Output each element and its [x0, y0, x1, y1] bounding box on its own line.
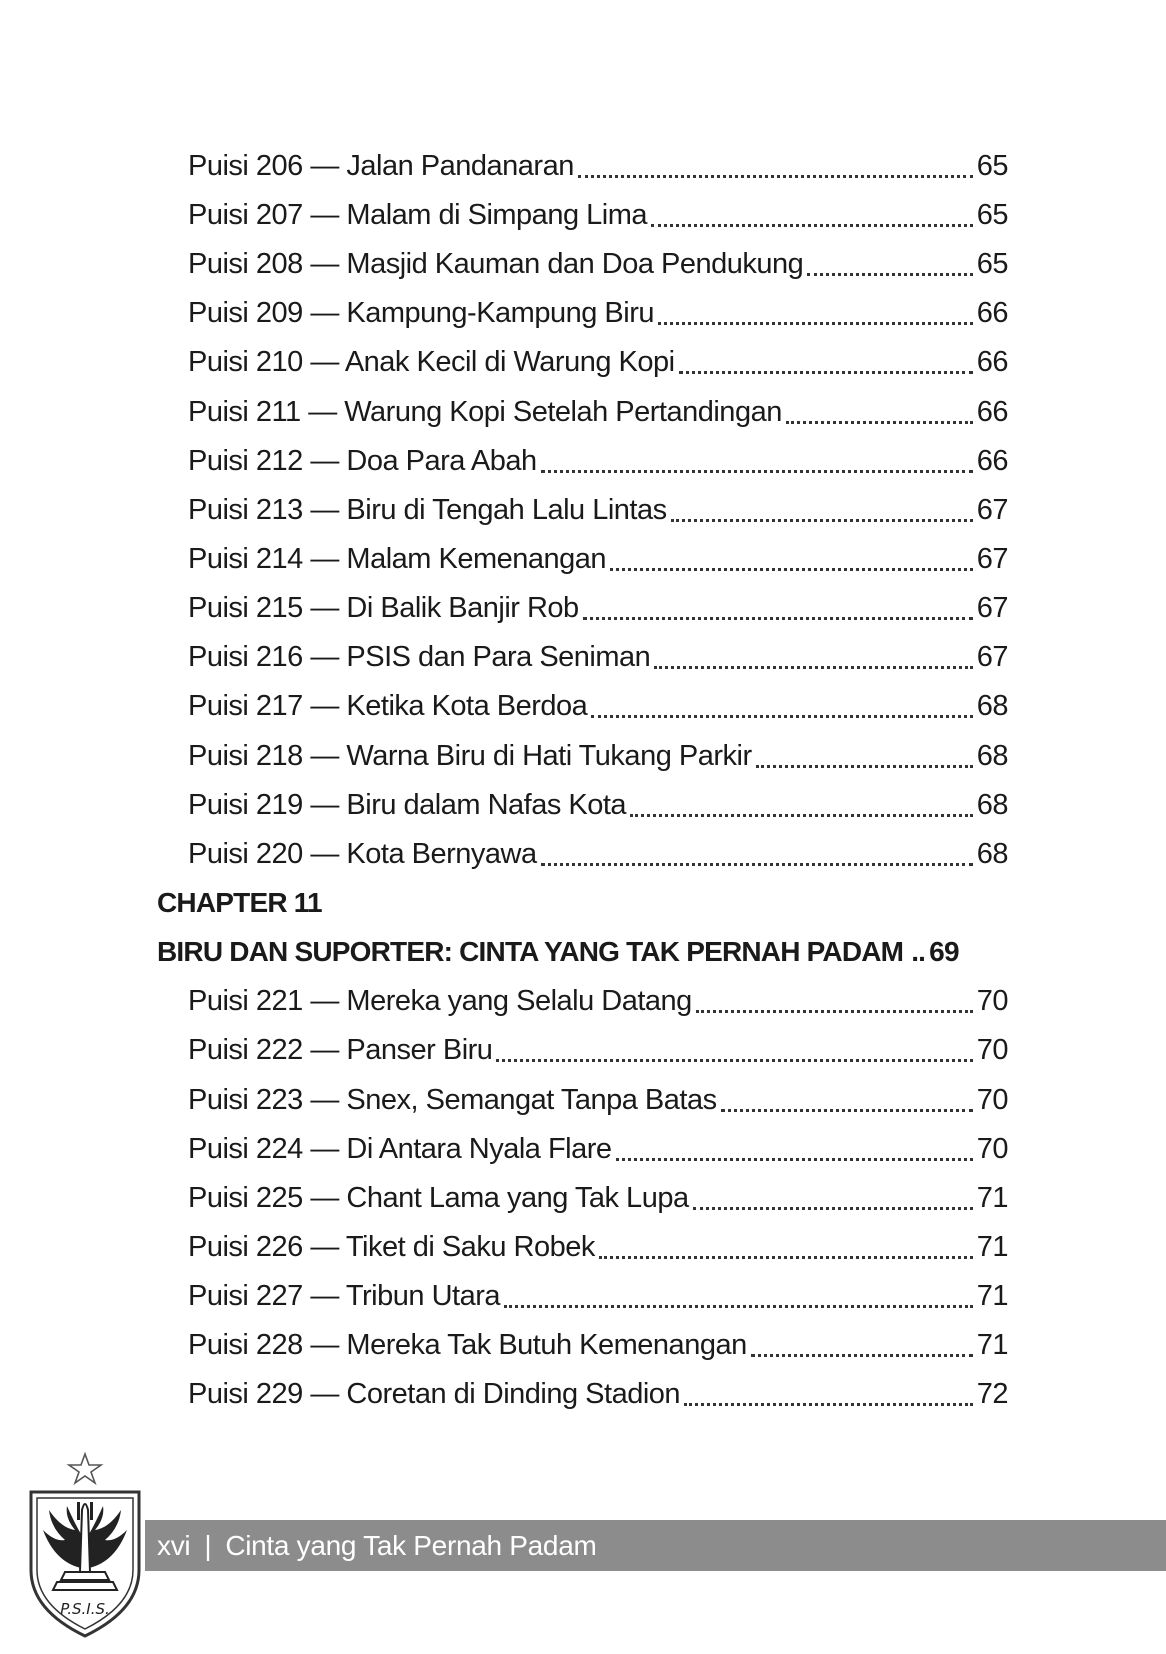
- toc-entry-title: Puisi 209 — Kampung-Kampung Biru: [188, 297, 654, 329]
- toc-entry[interactable]: [188, 441, 1008, 481]
- toc-entry-page: 68: [976, 690, 1008, 722]
- dot-leader: [684, 1403, 973, 1406]
- dot-leader: [541, 863, 973, 866]
- toc-entry[interactable]: [188, 392, 1008, 432]
- toc-entry-title: Puisi 225 — Chant Lama yang Tak Lupa: [188, 1182, 689, 1214]
- toc-entry[interactable]: [188, 834, 1008, 874]
- chapter-title-entry[interactable]: [157, 932, 1007, 972]
- footer-page-number: xvi: [157, 1530, 191, 1561]
- toc-entry-title: Puisi 222 — Panser Biru: [188, 1034, 493, 1066]
- toc-entry[interactable]: [188, 1374, 1008, 1414]
- footer-text: [157, 1520, 596, 1571]
- dot-leader: [751, 1354, 973, 1357]
- toc-entry-title: Puisi 223 — Snex, Semangat Tanpa Batas: [188, 1084, 717, 1116]
- dot-leader: [721, 1109, 973, 1112]
- toc-entry-title: Puisi 208 — Masjid Kauman dan Doa Pendukung: [188, 248, 804, 280]
- toc-entry-title: Puisi 207 — Malam di Simpang Lima: [188, 199, 647, 231]
- dot-leader: [693, 1207, 973, 1210]
- toc-entry[interactable]: [188, 490, 1008, 530]
- toc-entry-title: Puisi 229 — Coretan di Dinding Stadion: [188, 1378, 681, 1410]
- toc-entry-page: 67: [976, 543, 1008, 575]
- toc-entry[interactable]: [188, 1080, 1008, 1120]
- toc-entry[interactable]: [188, 1325, 1008, 1365]
- toc-entry-page: 72: [976, 1378, 1008, 1410]
- dot-leader: [591, 715, 972, 718]
- toc-entry-page: 71: [976, 1231, 1008, 1263]
- chapter-leader: ..: [911, 936, 926, 967]
- toc-entry-title: Puisi 220 — Kota Bernyawa: [188, 838, 537, 870]
- dot-leader: [578, 175, 973, 178]
- toc-entry[interactable]: [188, 1129, 1008, 1169]
- toc-entry-page: 67: [976, 494, 1008, 526]
- toc-entry-title: Puisi 213 — Biru di Tengah Lalu Lintas: [188, 494, 667, 526]
- toc-entry-title: Puisi 215 — Di Balik Banjir Rob: [188, 592, 579, 624]
- dot-leader: [679, 371, 973, 374]
- toc-entry-page: 65: [976, 199, 1008, 231]
- toc-entry-page: 65: [976, 248, 1008, 280]
- toc-entry-page: 71: [976, 1280, 1008, 1312]
- toc-entry[interactable]: [188, 736, 1008, 776]
- toc-entry-title: Puisi 217 — Ketika Kota Berdoa: [188, 690, 588, 722]
- toc-entry[interactable]: [188, 981, 1008, 1021]
- toc-entry[interactable]: [188, 244, 1008, 284]
- footer-book-title: Cinta yang Tak Pernah Padam: [225, 1530, 597, 1561]
- toc-entry-page: 67: [976, 592, 1008, 624]
- toc-entry-page: 70: [976, 985, 1008, 1017]
- dot-leader: [658, 322, 973, 325]
- toc-entry-page: 70: [976, 1133, 1008, 1165]
- dot-leader: [599, 1256, 973, 1259]
- toc-entry-page: 66: [976, 445, 1008, 477]
- toc-entry[interactable]: [188, 1030, 1008, 1070]
- toc-entry-page: 71: [976, 1182, 1008, 1214]
- toc-entry-title: Puisi 218 — Warna Biru di Hati Tukang Parkir: [188, 740, 752, 772]
- toc-entry-page: 65: [976, 150, 1008, 182]
- psis-crest-icon: [25, 1450, 145, 1640]
- toc-entry-page: 66: [976, 346, 1008, 378]
- toc-entry-page: 70: [976, 1034, 1008, 1066]
- toc-entry-page: 70: [976, 1084, 1008, 1116]
- toc-entry[interactable]: [188, 342, 1008, 382]
- chapter-page: 69: [929, 936, 959, 967]
- chapter-title: BIRU DAN SUPORTER: CINTA YANG TAK PERNAH PADAM: [157, 936, 904, 967]
- toc-entry-page: 71: [976, 1329, 1008, 1361]
- dot-leader: [671, 519, 973, 522]
- toc-entry[interactable]: [188, 146, 1008, 186]
- toc-entry[interactable]: [188, 1276, 1008, 1316]
- toc-entry[interactable]: [188, 637, 1008, 677]
- dot-leader: [807, 273, 972, 276]
- toc-entry-title: Puisi 228 — Mereka Tak Butuh Kemenangan: [188, 1329, 747, 1361]
- toc-entry-title: Puisi 210 — Anak Kecil di Warung Kopi: [188, 346, 675, 378]
- toc-entry-title: Puisi 226 — Tiket di Saku Robek: [188, 1231, 595, 1263]
- toc-entry-title: Puisi 221 — Mereka yang Selalu Datang: [188, 985, 692, 1017]
- toc-entry-page: 67: [976, 641, 1008, 673]
- toc-entry-title: Puisi 216 — PSIS dan Para Seniman: [188, 641, 651, 673]
- dot-leader: [496, 1059, 972, 1062]
- toc-entry[interactable]: [188, 1227, 1008, 1267]
- toc-entry-title: Puisi 224 — Di Antara Nyala Flare: [188, 1133, 612, 1165]
- toc-entry[interactable]: [188, 293, 1008, 333]
- dot-leader: [651, 224, 973, 227]
- toc-entry-page: 68: [976, 740, 1008, 772]
- toc-entry-title: Puisi 211 — Warung Kopi Setelah Pertandingan: [188, 396, 782, 428]
- dot-leader: [654, 666, 972, 669]
- toc-entry-page: 68: [976, 789, 1008, 821]
- dot-leader: [583, 617, 973, 620]
- toc-entry[interactable]: [188, 588, 1008, 628]
- dot-leader: [696, 1010, 973, 1013]
- toc-entry[interactable]: [188, 1178, 1008, 1218]
- toc-entry[interactable]: [188, 686, 1008, 726]
- footer-separator: |: [204, 1530, 212, 1561]
- toc-entry-title: Puisi 227 — Tribun Utara: [188, 1280, 500, 1312]
- toc-entry-page: 66: [976, 297, 1008, 329]
- toc-entry-title: Puisi 219 — Biru dalam Nafas Kota: [188, 789, 627, 821]
- dot-leader: [616, 1158, 973, 1161]
- dot-leader: [504, 1305, 973, 1308]
- toc-entry-page: 66: [976, 396, 1008, 428]
- footer-bar: [145, 1520, 1166, 1571]
- toc-entry-title: Puisi 206 — Jalan Pandanaran: [188, 150, 574, 182]
- toc-entry[interactable]: [188, 539, 1008, 579]
- chapter-number: CHAPTER 11: [157, 887, 322, 918]
- toc-entry[interactable]: [188, 785, 1008, 825]
- toc-entry[interactable]: [188, 195, 1008, 235]
- dot-leader: [756, 765, 973, 768]
- toc-entry-title: Puisi 214 — Malam Kemenangan: [188, 543, 607, 575]
- dot-leader: [786, 421, 973, 424]
- toc-entry-page: 68: [976, 838, 1008, 870]
- logo-text: P.S.I.S.: [60, 1600, 110, 1618]
- toc-entry-title: Puisi 212 — Doa Para Abah: [188, 445, 537, 477]
- dot-leader: [541, 470, 973, 473]
- dot-leader: [610, 568, 973, 571]
- dot-leader: [630, 814, 973, 817]
